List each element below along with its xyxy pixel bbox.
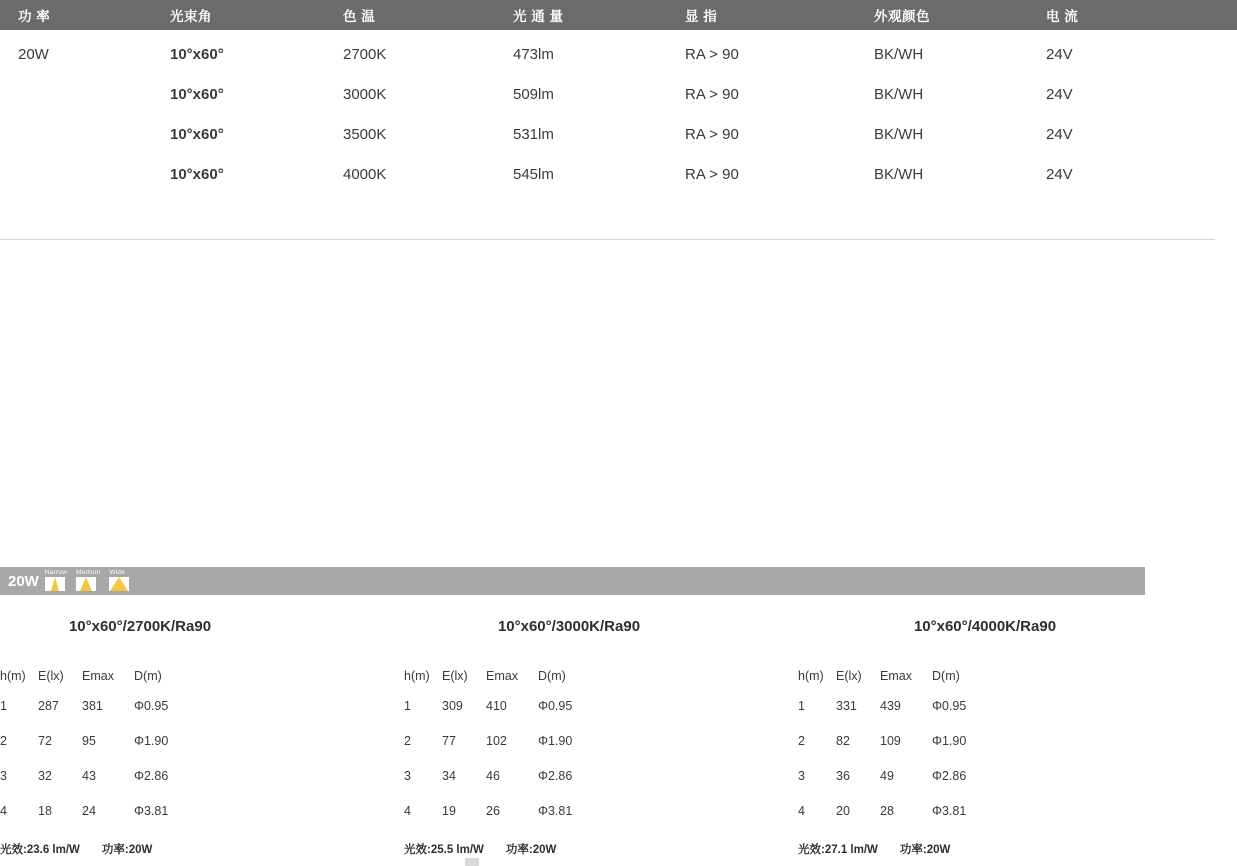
cell-emax: 26 xyxy=(486,804,500,818)
cell-illuminance: 287 xyxy=(38,699,59,713)
cell-emax: 102 xyxy=(486,734,507,748)
cell-illuminance: 36 xyxy=(836,769,850,783)
cell-height: 3 xyxy=(0,769,7,783)
cell-diameter: Φ0.95 xyxy=(932,699,967,713)
spec-header-finish-color: 外观颜色 xyxy=(874,9,930,24)
photometric-header-emax: Emax xyxy=(880,669,912,683)
photometric-block-2700k xyxy=(0,618,390,857)
photometric-header-diameter: D(m) xyxy=(932,669,960,683)
beam-legend-narrow-label: Narrow xyxy=(44,568,67,576)
spec-header-cct: 色 温 xyxy=(343,9,376,24)
photometric-header-height: h(m) xyxy=(798,669,824,683)
power-value: 功率:20W xyxy=(101,844,153,856)
photometric-title: 10°x60°/3000K/Ra90 xyxy=(497,618,641,635)
cell-diameter: Φ3.81 xyxy=(134,804,169,818)
cell-cri: RA > 90 xyxy=(685,165,739,183)
photometric-header-row xyxy=(0,669,204,699)
cell-illuminance: 77 xyxy=(442,734,456,748)
cell-height: 1 xyxy=(404,699,411,713)
cell-emax: 24 xyxy=(82,804,96,818)
photometric-header-emax: Emax xyxy=(82,669,114,683)
photometric-table xyxy=(798,669,1002,839)
efficacy-value: 光效:23.6 lm/W xyxy=(0,844,80,856)
cell-illuminance: 309 xyxy=(442,699,463,713)
cell-current: 24V xyxy=(1046,165,1073,183)
beam-type-legend xyxy=(45,570,129,593)
cell-diameter: Φ2.86 xyxy=(538,769,573,783)
cell-emax: 381 xyxy=(82,699,103,713)
cell-height: 2 xyxy=(0,734,7,748)
table-row xyxy=(798,804,1002,839)
table-row xyxy=(404,769,608,804)
cell-color: BK/WH xyxy=(874,165,924,183)
spec-header-current: 电 流 xyxy=(1046,9,1079,24)
cell-cri: RA > 90 xyxy=(685,125,739,143)
cell-beam-angle: 10°x60° xyxy=(170,125,224,143)
table-row xyxy=(0,769,204,804)
photometric-header-height: h(m) xyxy=(0,669,26,683)
specification-table xyxy=(0,0,1237,194)
photometric-header-row xyxy=(798,669,1002,699)
cell-cri: RA > 90 xyxy=(685,45,739,63)
cell-diameter: Φ0.95 xyxy=(538,699,573,713)
cell-emax: 28 xyxy=(880,804,894,818)
cell-height: 4 xyxy=(0,804,7,818)
table-row xyxy=(0,114,1237,154)
spec-header-cri: 显 指 xyxy=(685,9,718,24)
beam-legend-medium xyxy=(76,570,100,592)
cell-illuminance: 32 xyxy=(38,769,52,783)
cell-flux: 509lm xyxy=(513,85,554,103)
cell-diameter: Φ3.81 xyxy=(538,804,573,818)
photometric-block-4000k xyxy=(790,618,1190,857)
cell-cct: 4000K xyxy=(343,165,387,183)
table-row xyxy=(404,734,608,769)
cell-current: 24V xyxy=(1046,125,1073,143)
table-row xyxy=(404,804,608,839)
cell-emax: 95 xyxy=(82,734,96,748)
photometric-header-illuminance: E(lx) xyxy=(442,669,468,683)
table-row xyxy=(0,734,204,769)
spec-header-beam-angle: 光束角 xyxy=(170,9,212,24)
table-row xyxy=(404,699,608,734)
cell-height: 1 xyxy=(798,699,805,713)
cell-cct: 3500K xyxy=(343,125,387,143)
table-row xyxy=(798,734,1002,769)
wide-beam-icon xyxy=(109,577,129,591)
cell-illuminance: 20 xyxy=(836,804,850,818)
cell-color: BK/WH xyxy=(874,85,924,103)
cell-flux: 531lm xyxy=(513,125,554,143)
photometric-header-height: h(m) xyxy=(404,669,430,683)
photometric-header-illuminance: E(lx) xyxy=(38,669,64,683)
cell-illuminance: 18 xyxy=(38,804,52,818)
cell-height: 3 xyxy=(798,769,805,783)
cell-diameter: Φ2.86 xyxy=(932,769,967,783)
cell-color: BK/WH xyxy=(874,45,924,63)
beam-legend-wide xyxy=(109,570,129,592)
cell-current: 24V xyxy=(1046,85,1073,103)
cell-flux: 545lm xyxy=(513,165,554,183)
photometric-table xyxy=(404,669,608,839)
photometric-footer xyxy=(404,841,784,857)
cell-emax: 410 xyxy=(486,699,507,713)
cell-diameter: Φ0.95 xyxy=(134,699,169,713)
photometric-header-emax: Emax xyxy=(486,669,518,683)
cell-height: 2 xyxy=(798,734,805,748)
cell-height: 1 xyxy=(0,699,7,713)
table-row xyxy=(0,74,1237,114)
cell-diameter: Φ2.86 xyxy=(134,769,169,783)
cell-illuminance: 82 xyxy=(836,734,850,748)
photometric-header-row xyxy=(404,669,608,699)
cell-diameter: Φ1.90 xyxy=(134,734,169,748)
cell-cri: RA > 90 xyxy=(685,85,739,103)
photometric-band xyxy=(0,567,1145,595)
photometric-footer xyxy=(0,841,390,857)
efficacy-value: 光效:27.1 lm/W xyxy=(798,844,878,856)
photometric-footer xyxy=(798,841,1190,857)
spec-header-luminous-flux: 光 通 量 xyxy=(513,9,564,24)
table-row xyxy=(0,34,1237,74)
photometric-header-illuminance: E(lx) xyxy=(836,669,862,683)
cell-diameter: Φ1.90 xyxy=(932,734,967,748)
photometric-title: 10°x60°/4000K/Ra90 xyxy=(913,618,1057,635)
medium-beam-icon xyxy=(76,577,96,591)
spec-table-body xyxy=(0,34,1237,194)
cell-illuminance: 331 xyxy=(836,699,857,713)
cell-emax: 43 xyxy=(82,769,96,783)
photometric-header-diameter: D(m) xyxy=(538,669,566,683)
power-value: 功率:20W xyxy=(899,844,951,856)
cell-emax: 109 xyxy=(880,734,901,748)
cell-illuminance: 72 xyxy=(38,734,52,748)
cell-flux: 473lm xyxy=(513,45,554,63)
cell-diameter: Φ1.90 xyxy=(538,734,573,748)
cell-power: 20W xyxy=(18,45,49,63)
beam-legend-medium-label: Medium xyxy=(76,568,101,576)
page-marker xyxy=(465,858,479,866)
beam-legend-narrow xyxy=(45,570,67,592)
efficacy-value: 光效:25.5 lm/W xyxy=(404,844,484,856)
table-row xyxy=(0,154,1237,194)
photometric-table xyxy=(0,669,204,839)
cell-beam-angle: 10°x60° xyxy=(170,85,224,103)
photometric-title: 10°x60°/2700K/Ra90 xyxy=(68,618,212,635)
cell-diameter: Φ3.81 xyxy=(932,804,967,818)
cell-color: BK/WH xyxy=(874,125,924,143)
spec-table-header-row xyxy=(0,0,1237,30)
spec-header-power: 功 率 xyxy=(18,9,51,24)
power-value: 功率:20W xyxy=(505,844,557,856)
table-row xyxy=(0,699,204,734)
cell-height: 4 xyxy=(404,804,411,818)
beam-legend-wide-label: Wide xyxy=(109,568,125,576)
band-power-label: 20W xyxy=(8,572,39,590)
table-row xyxy=(798,699,1002,734)
table-row xyxy=(0,804,204,839)
cell-cct: 2700K xyxy=(343,45,387,63)
cell-beam-angle: 10°x60° xyxy=(170,165,224,183)
photometric-block-3000k xyxy=(394,618,784,857)
cell-current: 24V xyxy=(1046,45,1073,63)
cell-illuminance: 19 xyxy=(442,804,456,818)
cell-illuminance: 34 xyxy=(442,769,456,783)
photometric-header-diameter: D(m) xyxy=(134,669,162,683)
cell-beam-angle: 10°x60° xyxy=(170,45,224,63)
section-divider xyxy=(0,239,1215,240)
cell-emax: 49 xyxy=(880,769,894,783)
cell-height: 4 xyxy=(798,804,805,818)
cell-emax: 439 xyxy=(880,699,901,713)
cell-emax: 46 xyxy=(486,769,500,783)
cell-height: 2 xyxy=(404,734,411,748)
cell-cct: 3000K xyxy=(343,85,387,103)
narrow-beam-icon xyxy=(45,577,65,591)
table-row xyxy=(798,769,1002,804)
cell-height: 3 xyxy=(404,769,411,783)
